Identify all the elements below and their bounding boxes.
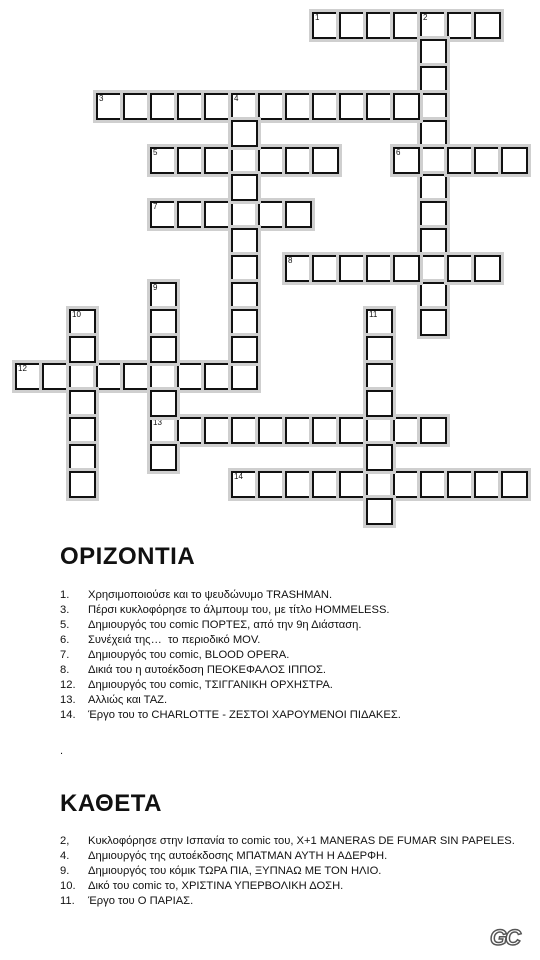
down-clue: [60, 864, 520, 879]
grid-cell[interactable]: [231, 255, 258, 282]
clue-text: Χρησιμοποιούσε και το ψευδώνυμο TRASHMAN.: [88, 589, 333, 601]
grid-cell[interactable]: [150, 363, 177, 390]
clue-index: 11.: [60, 895, 75, 907]
grid-cell[interactable]: [339, 93, 366, 120]
grid-cell[interactable]: [231, 363, 258, 390]
clue-number: 1: [315, 13, 320, 22]
grid-cell[interactable]: [285, 147, 312, 174]
down-heading: ΚΑΘΕΤΑ: [60, 790, 162, 817]
grid-cell[interactable]: [231, 174, 258, 201]
grid-cell[interactable]: [231, 309, 258, 336]
grid-cell[interactable]: [177, 93, 204, 120]
grid-cell[interactable]: [393, 12, 420, 39]
clue-number: 12: [18, 364, 27, 373]
clue-index: 3.: [60, 604, 70, 616]
across-clue: [60, 663, 520, 678]
clue-number: 4: [234, 94, 239, 103]
grid-cell[interactable]: [312, 147, 339, 174]
grid-cell[interactable]: [150, 93, 177, 120]
grid-cell[interactable]: [312, 417, 339, 444]
clue-number: 14: [234, 472, 243, 481]
grid-cell[interactable]: [177, 147, 204, 174]
grid-cell[interactable]: [204, 93, 231, 120]
clue-text: Δικό του comic το, ΧΡΙΣΤΙΝΑ ΥΠΕΡΒΟΛΙΚΗ ΔΟΣΗ.: [88, 880, 344, 892]
grid-cell[interactable]: [474, 255, 501, 282]
clue-index: 8.: [60, 664, 70, 676]
grid-cell[interactable]: [96, 93, 123, 120]
clue-index: 7.: [60, 649, 70, 661]
clue-index: 12.: [60, 679, 76, 691]
grid-cell[interactable]: [393, 147, 420, 174]
grid-cell[interactable]: [258, 201, 285, 228]
grid-cell[interactable]: [123, 93, 150, 120]
grid-cell[interactable]: [150, 444, 177, 471]
clue-index: 5.: [60, 619, 70, 631]
grid-cell[interactable]: [204, 201, 231, 228]
grid-cell[interactable]: [15, 363, 42, 390]
grid-cell[interactable]: [231, 417, 258, 444]
grid-cell[interactable]: [366, 255, 393, 282]
grid-cell[interactable]: [150, 336, 177, 363]
clue-number: 13: [153, 418, 162, 427]
grid-cell[interactable]: [150, 390, 177, 417]
across-clue: [60, 603, 520, 618]
clue-text: Δικιά του η αυτοέκδοση ΠΕΟΚΕΦΑΛΟΣ ΙΠΠΟΣ.: [88, 664, 327, 676]
grid-cell[interactable]: [204, 363, 231, 390]
grid-cell[interactable]: [420, 228, 447, 255]
clue-text: Δημιουργός του comic ΠΟΡΤΕΣ, από την 9η Διάσταση.: [88, 619, 362, 631]
grid-cell[interactable]: [366, 444, 393, 471]
clue-text: Έργο του Ο ΠΑΡΙΑΣ.: [88, 895, 194, 907]
grid-cell[interactable]: [150, 309, 177, 336]
clue-number: 11: [369, 310, 378, 319]
grid-cell[interactable]: [420, 93, 447, 120]
grid-cell[interactable]: [393, 471, 420, 498]
grid-cell[interactable]: [285, 201, 312, 228]
across-clue-list: [60, 588, 520, 723]
down-clue: [60, 894, 520, 909]
grid-cell[interactable]: [285, 93, 312, 120]
grid-cell[interactable]: [231, 120, 258, 147]
grid-cell[interactable]: [366, 309, 393, 336]
grid-cell[interactable]: [177, 363, 204, 390]
grid-cell[interactable]: [231, 228, 258, 255]
grid-cell[interactable]: [312, 93, 339, 120]
grid-cell[interactable]: [339, 12, 366, 39]
grid-cell[interactable]: [150, 282, 177, 309]
grid-cell[interactable]: [150, 417, 177, 444]
down-clue: [60, 879, 520, 894]
clue-index: 9.: [60, 865, 70, 877]
grid-cell[interactable]: [177, 201, 204, 228]
grid-cell[interactable]: [123, 363, 150, 390]
grid-cell[interactable]: [420, 12, 447, 39]
grid-cell[interactable]: [393, 255, 420, 282]
grid-cell[interactable]: [231, 471, 258, 498]
grid-cell[interactable]: [285, 471, 312, 498]
across-clue: [60, 708, 520, 723]
grid-cell[interactable]: [177, 417, 204, 444]
clue-index: 13.: [60, 694, 76, 706]
grid-cell[interactable]: [69, 471, 96, 498]
clue-text: Αλλιώς και ΤΑΖ.: [88, 694, 168, 706]
grid-cell[interactable]: [69, 363, 96, 390]
across-clue: [60, 633, 520, 648]
grid-cell[interactable]: [447, 147, 474, 174]
clue-text: Δημιουργός του κόμικ ΤΩΡΑ ΠΙΑ, ΞΥΠΝΑΩ ΜΕ ΤΟΝ ΗΛΙΟ.: [88, 865, 382, 877]
grid-cell[interactable]: [366, 498, 393, 525]
clue-number: 5: [153, 148, 158, 157]
grid-cell[interactable]: [474, 12, 501, 39]
grid-cell[interactable]: [366, 390, 393, 417]
grid-cell[interactable]: [501, 147, 528, 174]
clue-number: 10: [72, 310, 81, 319]
grid-cell[interactable]: [150, 147, 177, 174]
clue-index: 2,: [60, 835, 70, 847]
clue-text: Πέρσι κυκλοφόρησε το άλμπουμ του, με τίτλο HOMMELESS.: [88, 604, 390, 616]
clue-number: 9: [153, 283, 158, 292]
grid-cell[interactable]: [420, 255, 447, 282]
grid-cell[interactable]: [312, 471, 339, 498]
grid-cell[interactable]: [258, 471, 285, 498]
grid-cell[interactable]: [420, 174, 447, 201]
grid-cell[interactable]: [474, 147, 501, 174]
grid-cell[interactable]: [69, 390, 96, 417]
clue-text: Δημιουργός του comic, ΤΣΙΓΓΑΝΙΚΗ ΟΡΧΗΣΤΡΑ.: [88, 679, 333, 691]
grid-cell[interactable]: [420, 147, 447, 174]
grid-cell[interactable]: [366, 471, 393, 498]
grid-cell[interactable]: [447, 471, 474, 498]
grid-cell[interactable]: [69, 417, 96, 444]
grid-cell[interactable]: [420, 66, 447, 93]
grid-cell[interactable]: [231, 282, 258, 309]
clue-text: Κυκλοφόρησε στην Ισπανία το comic του, X+1 MANERAS DE FUMAR SIN PAPELES.: [88, 835, 515, 847]
grid-cell[interactable]: [150, 201, 177, 228]
clue-number: 3: [99, 94, 104, 103]
separator-dot: .: [60, 745, 64, 757]
gc-logo: GC: [490, 925, 519, 950]
grid-cell[interactable]: [420, 417, 447, 444]
grid-cell[interactable]: [447, 12, 474, 39]
grid-cell[interactable]: [366, 336, 393, 363]
grid-cell[interactable]: [366, 93, 393, 120]
grid-cell[interactable]: [258, 147, 285, 174]
across-clue: [60, 678, 520, 693]
clue-text: Δημιουργός της αυτοέκδοσης ΜΠΑΤΜΑΝ ΑΥΤΗ Η ΑΔΕΡΦΗ.: [88, 850, 388, 862]
grid-cell[interactable]: [501, 471, 528, 498]
grid-cell[interactable]: [312, 12, 339, 39]
clue-text: Δημιουργός του comic, BLOOD OPERA.: [88, 649, 290, 661]
grid-cell[interactable]: [69, 309, 96, 336]
grid-cell[interactable]: [420, 39, 447, 66]
clue-number: 2: [423, 13, 428, 22]
grid-cell[interactable]: [96, 363, 123, 390]
clue-number: 8: [288, 256, 293, 265]
down-clue: [60, 849, 520, 864]
grid-cell[interactable]: [366, 12, 393, 39]
down-clue-list: [60, 834, 520, 909]
across-clue: [60, 648, 520, 663]
clue-text: Συνέχειά της… το περιοδικό MOV.: [88, 634, 261, 646]
down-clue: [60, 834, 520, 849]
across-clue: [60, 588, 520, 603]
grid-cell[interactable]: [339, 417, 366, 444]
clue-text: Έργο του το CHARLOTTE - ΖΕΣΤΟΙ ΧΑΡΟΥΜΕΝΟΙ ΠΙΔΑΚΕΣ.: [88, 709, 401, 721]
across-clue: [60, 693, 520, 708]
grid-cell[interactable]: [69, 336, 96, 363]
grid-cell[interactable]: [474, 471, 501, 498]
grid-cell[interactable]: [285, 417, 312, 444]
grid-cell[interactable]: [393, 417, 420, 444]
across-clue: [60, 618, 520, 633]
grid-cell[interactable]: [231, 147, 258, 174]
clue-index: 1.: [60, 589, 70, 601]
grid-cell[interactable]: [366, 363, 393, 390]
grid-cell[interactable]: [420, 282, 447, 309]
clue-index: 14.: [60, 709, 76, 721]
grid-cell[interactable]: [204, 417, 231, 444]
grid-cell[interactable]: [447, 255, 474, 282]
clue-index: 6.: [60, 634, 70, 646]
grid-cell[interactable]: [231, 201, 258, 228]
clue-number: 7: [153, 202, 158, 211]
grid-cell[interactable]: [69, 444, 96, 471]
grid-cell[interactable]: [420, 201, 447, 228]
grid-cell[interactable]: [339, 471, 366, 498]
grid-cell[interactable]: [312, 255, 339, 282]
clue-number: 6: [396, 148, 401, 157]
grid-cell[interactable]: [420, 309, 447, 336]
grid-cell[interactable]: [339, 255, 366, 282]
grid-cell[interactable]: [366, 417, 393, 444]
grid-cell[interactable]: [42, 363, 69, 390]
grid-cell[interactable]: [231, 336, 258, 363]
grid-cell[interactable]: [204, 147, 231, 174]
grid-cell[interactable]: [231, 93, 258, 120]
clue-index: 4.: [60, 850, 70, 862]
across-heading: ΟΡΙΖΟΝΤΙΑ: [60, 543, 196, 570]
grid-cell[interactable]: [420, 471, 447, 498]
grid-cell[interactable]: [393, 93, 420, 120]
clue-index: 10.: [60, 880, 76, 892]
grid-cell[interactable]: [285, 255, 312, 282]
grid-cell[interactable]: [258, 93, 285, 120]
grid-cell[interactable]: [258, 417, 285, 444]
grid-cell[interactable]: [420, 120, 447, 147]
